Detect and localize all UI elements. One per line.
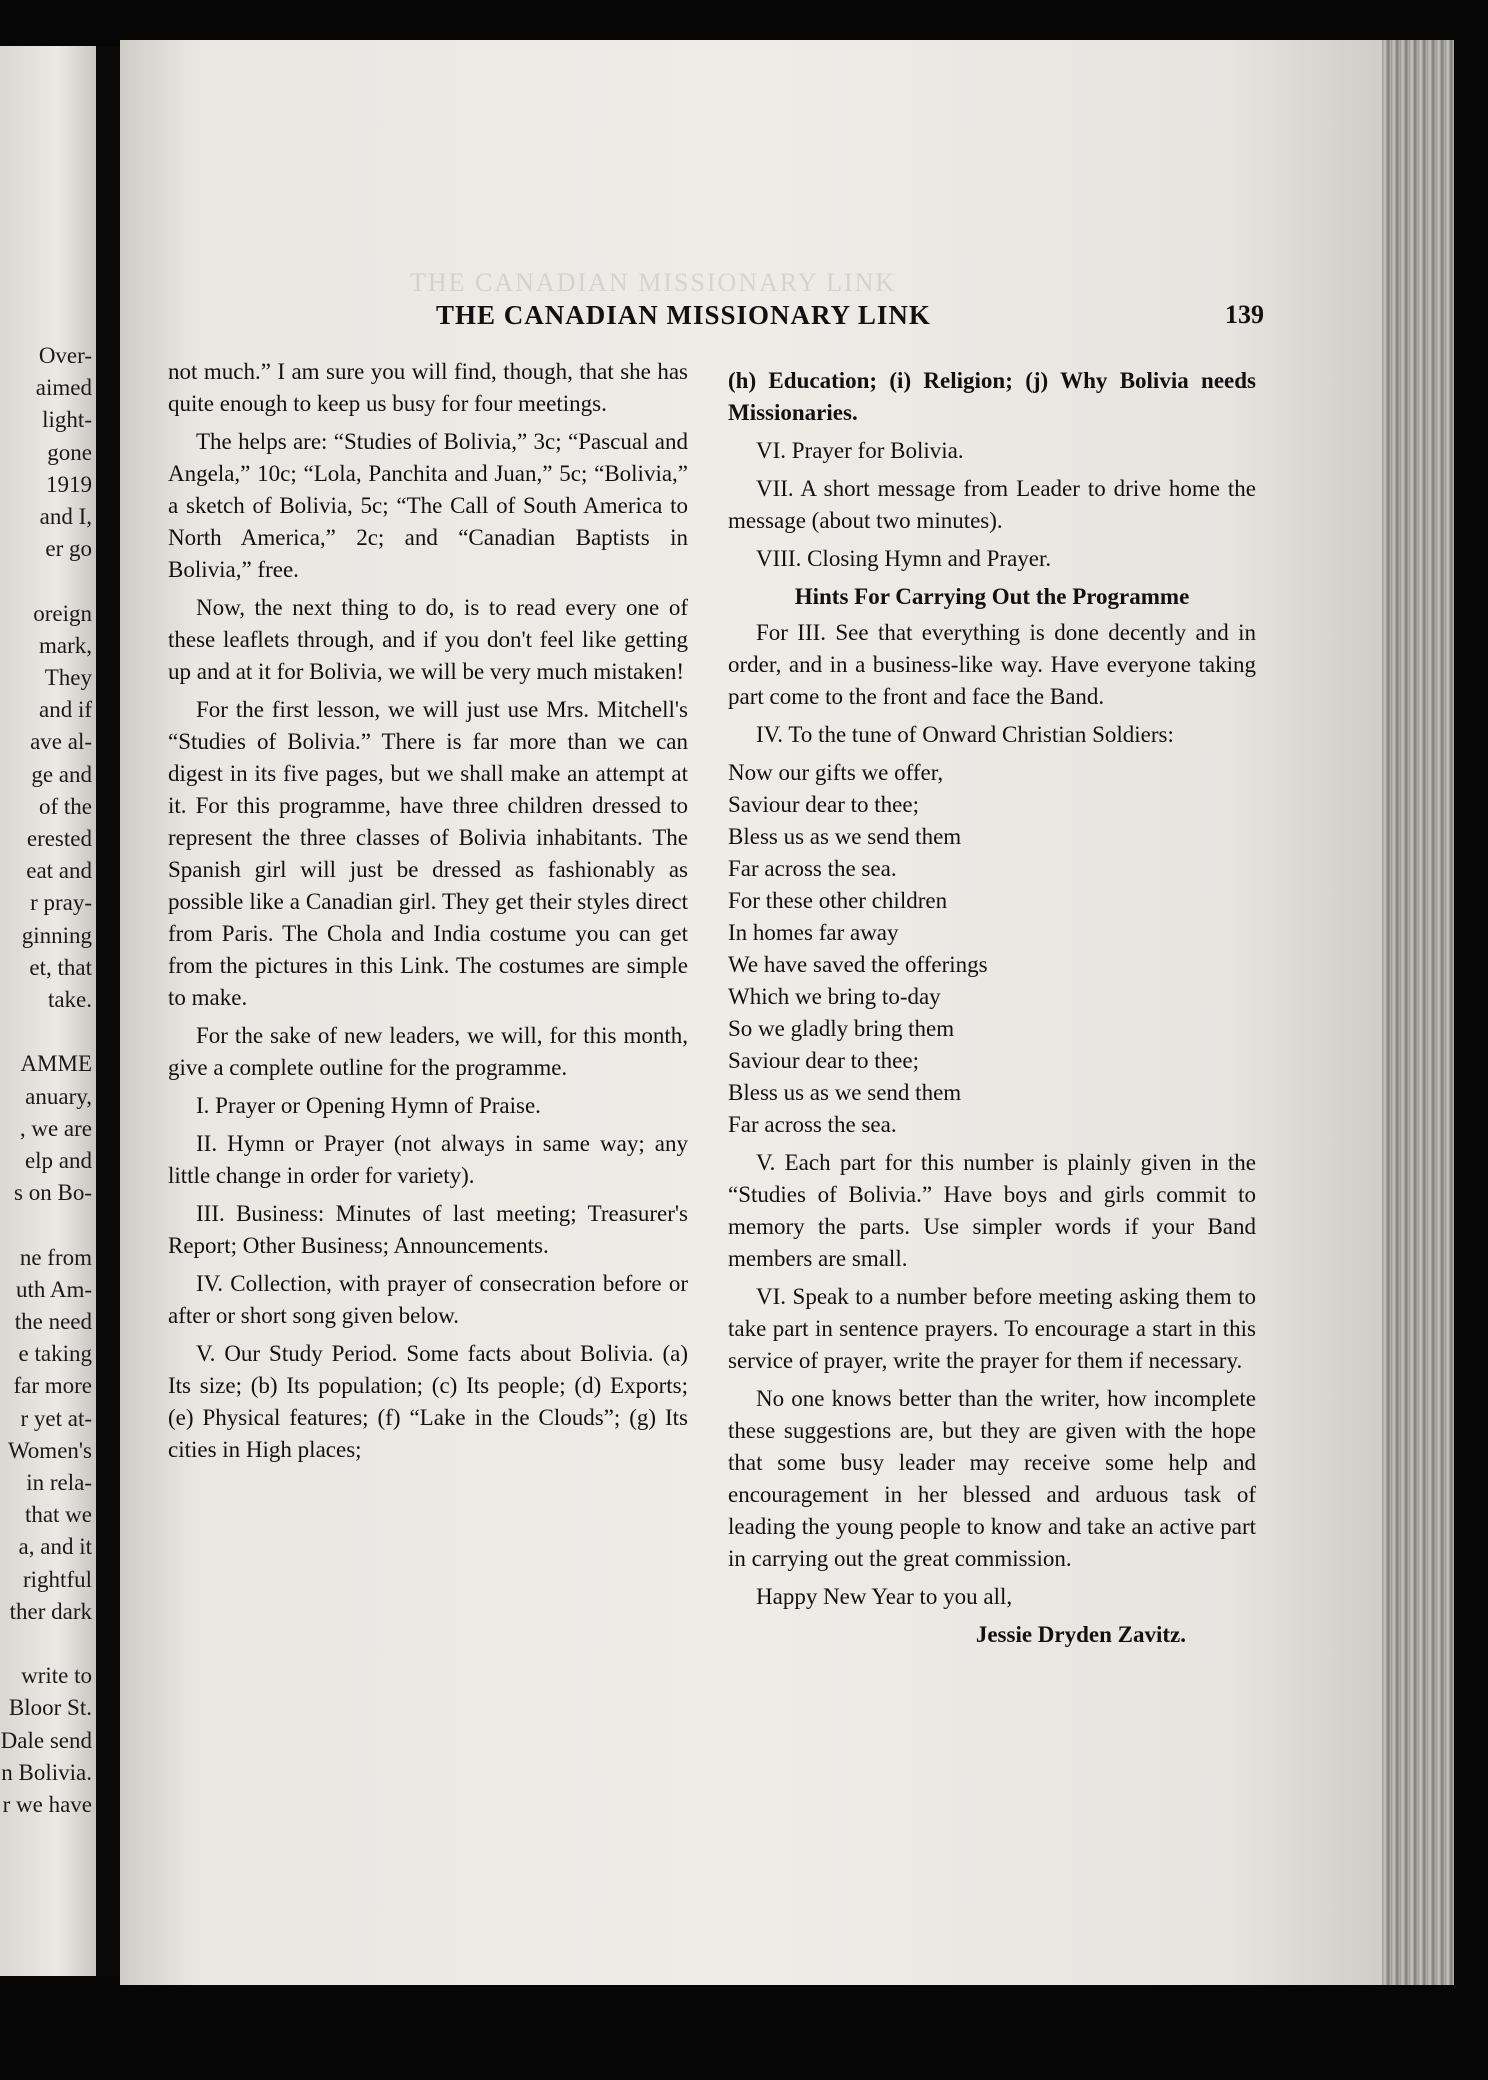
facing-page-line: ginning (21, 922, 92, 948)
left-column (168, 356, 688, 1472)
facing-page-line: a, and it (18, 1534, 92, 1560)
outline-item: III. Business: Minutes of last meeting; Treasurer's Report; Other Business; Announcements. (168, 1201, 688, 1258)
facing-page-line: anuary, (25, 1083, 92, 1109)
facing-page-line: write to (21, 1663, 92, 1689)
outline-item: II. Hymn or Prayer (not always in same way; any little change in order for variety). (168, 1131, 688, 1188)
facing-page-line: far more (13, 1373, 92, 1399)
verse-line: Now our gifts we offer, (728, 760, 944, 785)
hymn-verse (728, 757, 1256, 1141)
outline-item: V. Our Study Period. Some facts about Bolivia. (a) Its size; (b) Its population; (c) Its people; (d) Exports; (e) Physical features; (f) “Lake in the Clouds”; (g) Its cities in High places; (168, 1341, 688, 1462)
facing-page-line: r we have (2, 1792, 92, 1817)
facing-page-line: AMME (20, 1051, 92, 1077)
facing-page-line: rightful (23, 1566, 92, 1592)
facing-page-line: that we (24, 1502, 92, 1528)
facing-page-line: eat and (26, 858, 92, 884)
facing-page-line: s on Bo- (14, 1180, 92, 1206)
paragraph: V. Each part for this number is plainly given in the “Studies of Bolivia.” Have boys and girls commit to memory the parts. Use simpler words if your Band members are small. (728, 1150, 1256, 1271)
paragraph: IV. To the tune of Onward Christian Soldiers: (756, 722, 1174, 747)
facing-page-line: aimed (35, 375, 92, 401)
paragraph: Now, the next thing to do, is to read every one of these leaflets through, and if you don't feel like getting up and at it for Bolivia, we will be very much mistaken! (168, 595, 688, 684)
running-header: THE CANADIAN MISSIONARY LINK (436, 300, 931, 330)
facing-page-line: n Bolivia. (1, 1759, 92, 1785)
verse-line: In homes far away (728, 920, 899, 945)
facing-page-line: r pray- (30, 890, 92, 916)
paragraph: For III. See that everything is done decently and in order, and in a business-like way. Have everyone taking part come to the front and face the Band. (728, 620, 1256, 709)
paragraph: not much.” I am sure you will find, though, that she has quite enough to keep us busy for four meetings. (168, 359, 688, 416)
outline-item: (h) Education; (i) Religion; (j) Why Bolivia needs Missionaries. (728, 368, 1256, 425)
facing-page-line: ne from (19, 1244, 92, 1270)
facing-page-line: et, that (29, 954, 92, 980)
outline-item: VI. Prayer for Bolivia. (756, 438, 964, 463)
facing-page-line: take. (47, 987, 92, 1012)
facing-page-line: er go (45, 536, 92, 562)
facing-page-line: Over- (38, 343, 92, 368)
facing-page-line: erested (26, 826, 92, 851)
facing-page-line: oreign (33, 600, 92, 626)
facing-page-line: and I, (39, 504, 92, 529)
facing-page-line: e taking (18, 1341, 92, 1367)
verse-line: Far across the sea. (728, 1112, 897, 1137)
book-gutter (96, 46, 120, 1976)
facing-page-line: gone (47, 439, 92, 465)
facing-page-line: 1919 (46, 471, 92, 497)
facing-page-line: the need (14, 1309, 92, 1334)
verse-line: So we gladly bring them (728, 1016, 955, 1041)
paragraph: The helps are: “Studies of Bolivia,” 3c; “Pascual and Angela,” 10c; “Lola, Panchita and Juan,” 5c; “Bolivia,” a sketch of Bolivia, 5c; “The Call of South America to North America,” 2c; and “Canadian Baptists in Bolivia,” free. (168, 429, 688, 582)
section-heading: Hints For Carrying Out the Programme (794, 584, 1190, 609)
facing-page-line: of the (38, 793, 92, 819)
facing-page-line: mark, (38, 632, 92, 658)
facing-page-line: They (44, 665, 92, 690)
verse-line: We have saved the offerings (728, 952, 988, 977)
facing-page-line: uth Am- (15, 1276, 92, 1302)
verse-line: Bless us as we send them (728, 1080, 962, 1105)
verse-line: Saviour dear to thee; (728, 792, 919, 817)
outline-item: I. Prayer or Opening Hymn of Praise. (196, 1093, 541, 1118)
verse-line: Saviour dear to thee; (728, 1048, 919, 1073)
right-column (728, 365, 1256, 1657)
paragraph: VI. Speak to a number before meeting asking them to take part in sentence prayers. To encourage a start in this service of prayer, write the prayer for them if necessary. (728, 1284, 1256, 1373)
paragraph: No one knows better than the writer, how incomplete these suggestions are, but they are given with the hope that some busy leader may receive some help and encouragement in her blessed and arduous task of leading the young people to know and take an active part in carrying out the great commission. (728, 1386, 1256, 1571)
facing-page-line: Women's (7, 1437, 92, 1463)
verse-line: For these other children (728, 888, 948, 913)
outline-item: IV. Collection, with prayer of consecration before or after or short song given below. (168, 1271, 688, 1328)
facing-page-line: r yet at- (20, 1405, 92, 1431)
verse-line: Which we bring to-day (728, 984, 941, 1009)
verse-line: Far across the sea. (728, 856, 897, 881)
bleed-through-header: THE CANADIAN MISSIONARY LINK (410, 268, 897, 297)
facing-page-line: elp and (24, 1148, 92, 1173)
closing-greeting: Happy New Year to you all, (756, 1584, 1013, 1609)
facing-page-line: ave al- (30, 729, 92, 755)
page-number: 139 (1225, 300, 1264, 329)
author-signature: Jessie Dryden Zavitz. (975, 1622, 1186, 1647)
facing-page-line: ther dark (9, 1598, 92, 1624)
paragraph: For the first lesson, we will just use Mrs. Mitchell's “Studies of Bolivia.” There is far more than we can digest in its five pages, but we shall make an attempt at it. For this programme, have three children dressed to represent the three classes of Bolivia inhabitants. The Spanish girl will just be dressed as fashionably as possible like a Canadian girl. They get their styles direct from Paris. The Chola and India costume you can get from the pictures in this Link. The costumes are simple to make. (168, 697, 688, 1010)
facing-page-line: ge and (31, 761, 92, 787)
facing-page-line: and if (38, 697, 92, 723)
verse-line: Bless us as we send them (728, 824, 962, 849)
outline-item: VII. A short message from Leader to drive home the message (about two minutes). (728, 476, 1256, 533)
facing-page-fragment (0, 46, 96, 1976)
facing-page-line: in rela- (26, 1470, 92, 1495)
page-edges (1382, 40, 1454, 1985)
facing-page-line: Bloor St. (8, 1695, 92, 1721)
facing-page-line: , we are (19, 1115, 92, 1141)
outline-item: VIII. Closing Hymn and Prayer. (756, 546, 1052, 571)
paragraph: For the sake of new leaders, we will, for this month, give a complete outline for the programme. (168, 1023, 688, 1080)
facing-page-line: light- (42, 407, 92, 433)
facing-page-line: Dale send (0, 1727, 92, 1753)
